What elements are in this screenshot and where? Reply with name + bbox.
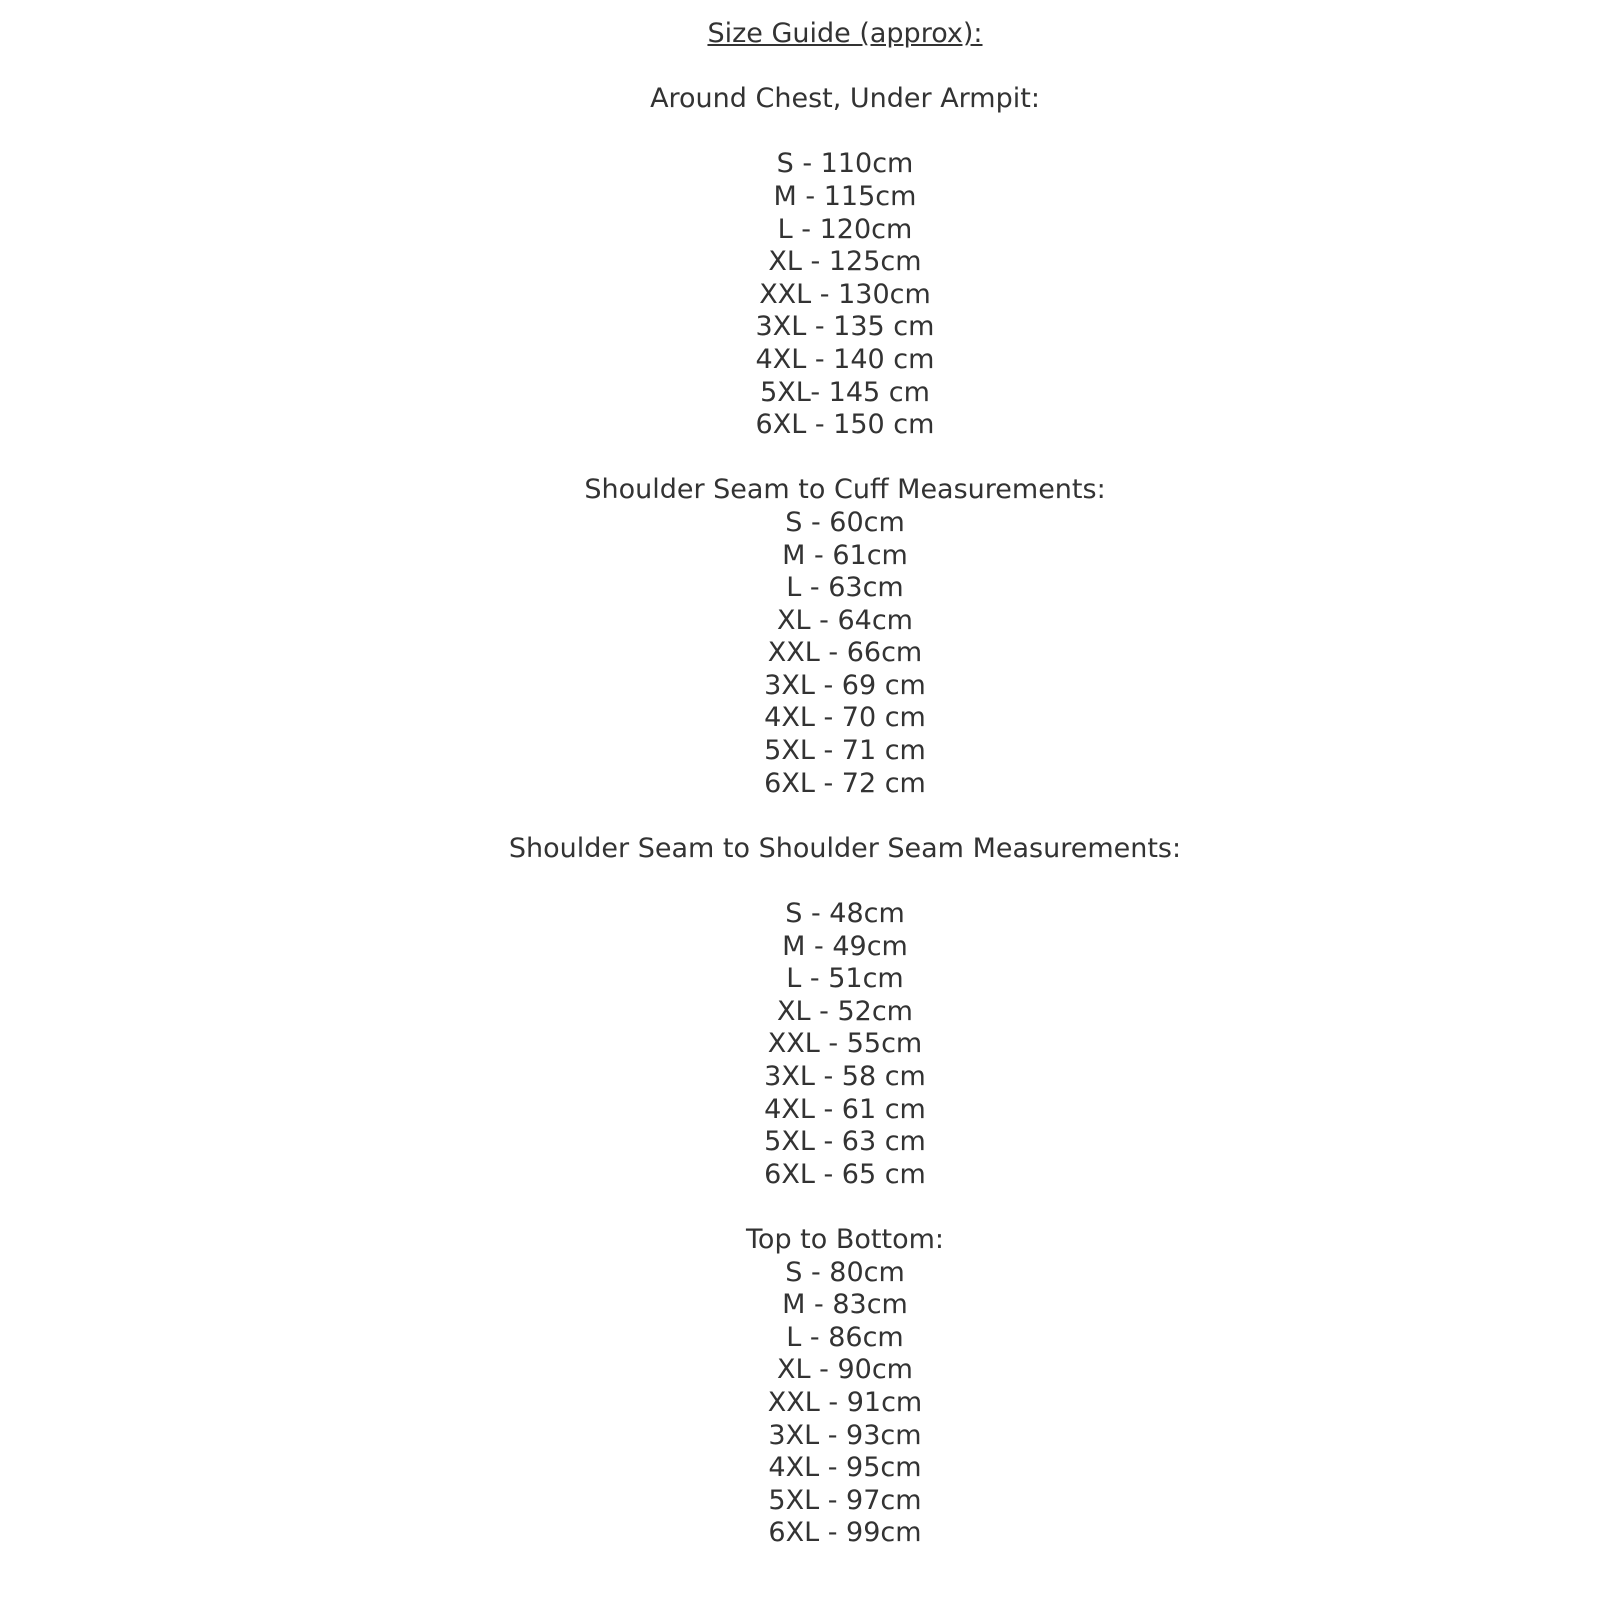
size-row: M - 61cm (782, 539, 908, 571)
size-row: L - 51cm (786, 963, 904, 995)
size-row: XXL - 91cm (767, 1386, 923, 1418)
page-title (90, 18, 1600, 51)
size-row: 3XL - 69 cm (764, 669, 926, 701)
size-row: 4XL - 61 cm (764, 1093, 926, 1125)
page-title-text: Size Guide (approx): (707, 18, 983, 49)
size-row: XXL - 130cm (759, 278, 931, 310)
size-row: S - 60cm (785, 506, 905, 538)
size-row: 3XL - 93cm (768, 1419, 922, 1451)
size-row: 5XL- 145 cm (760, 376, 930, 408)
size-row: L - 63cm (786, 572, 904, 604)
size-row: S - 80cm (785, 1256, 905, 1288)
size-row: XL - 125cm (768, 246, 922, 278)
blank-line (90, 116, 1600, 149)
size-row: S - 48cm (785, 898, 905, 930)
size-row: 6XL - 150 cm (755, 409, 935, 441)
section-heading-length: Top to Bottom: (746, 1223, 944, 1255)
size-row: XXL - 55cm (767, 1028, 923, 1060)
size-row: 5XL - 71 cm (764, 735, 926, 767)
size-row: 4XL - 140 cm (755, 343, 935, 375)
size-row: 5XL - 97cm (768, 1484, 922, 1516)
size-row: 3XL - 135 cm (755, 311, 935, 343)
size-row: 6XL - 72 cm (764, 767, 926, 799)
size-row: S - 110cm (776, 148, 914, 180)
size-row: XL - 52cm (777, 995, 913, 1027)
size-row: M - 115cm (773, 180, 917, 212)
section-heading-shoulder: Shoulder Seam to Shoulder Seam Measurements: (508, 832, 1182, 864)
section-heading-cuff: Shoulder Seam to Cuff Measurements: (584, 474, 1106, 506)
size-row: 5XL - 63 cm (764, 1126, 926, 1158)
size-row: 4XL - 95cm (768, 1452, 922, 1484)
size-row: L - 120cm (777, 213, 913, 245)
section-heading-chest: Around Chest, Under Armpit: (650, 83, 1040, 115)
size-row: 3XL - 58 cm (764, 1061, 926, 1092)
size-row: 6XL - 65 cm (764, 1158, 926, 1190)
size-row: M - 49cm (782, 930, 908, 962)
blank-line (90, 442, 1600, 475)
size-row: M - 83cm (782, 1289, 908, 1321)
size-row: 4XL - 70 cm (764, 702, 926, 734)
blank-line (90, 800, 1600, 833)
blank-line (90, 1191, 1600, 1224)
size-row: XXL - 66cm (767, 637, 923, 669)
size-row: L - 86cm (786, 1321, 904, 1353)
size-row: XL - 64cm (777, 604, 913, 636)
blank-line (90, 51, 1600, 84)
blank-line (90, 865, 1600, 898)
size-row: XL - 90cm (777, 1354, 913, 1386)
size-row: 6XL - 99cm (768, 1517, 922, 1549)
